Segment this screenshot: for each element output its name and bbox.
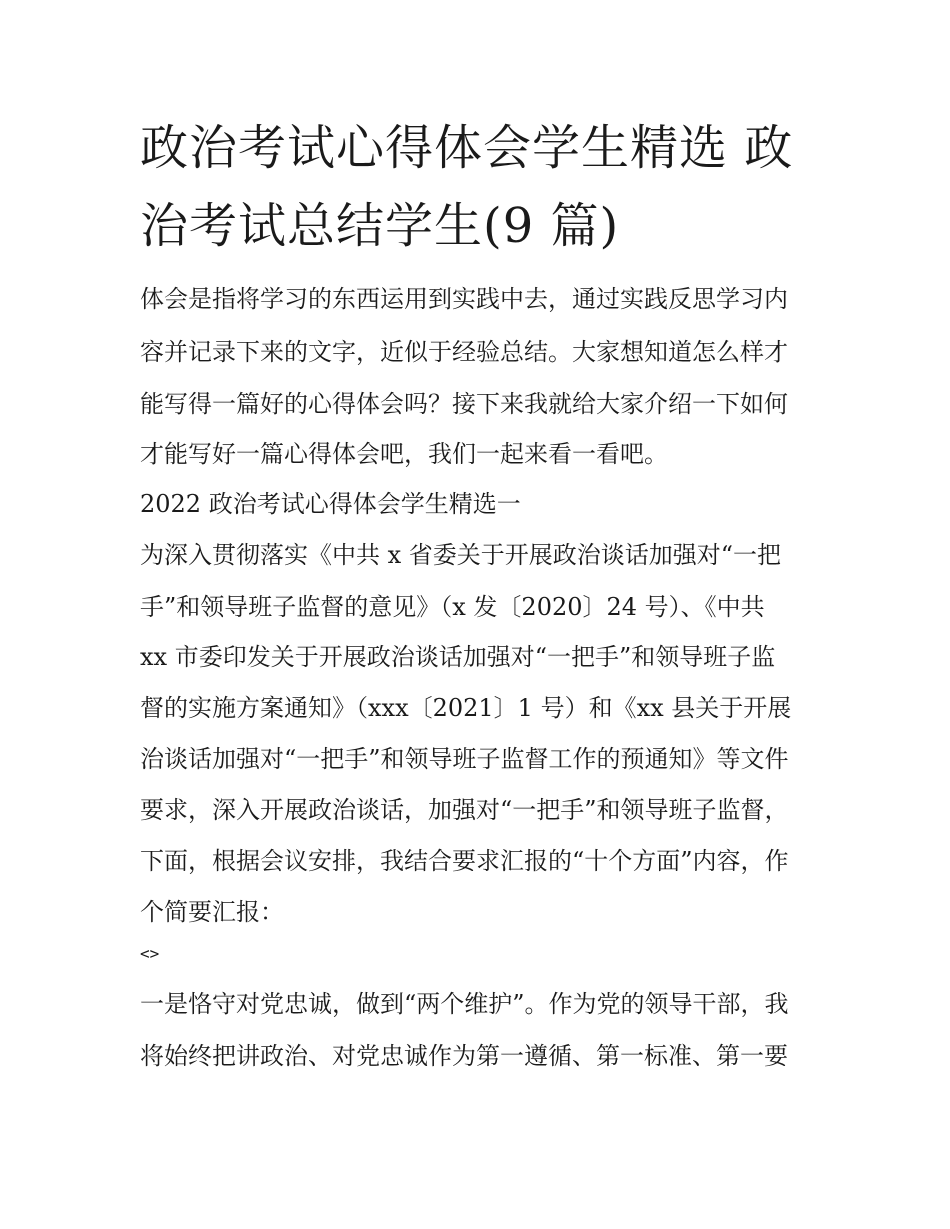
section-line-2: 手”和领导班子监督的意见》（x 发〔2020〕24 号）、《中共	[140, 593, 765, 621]
intro-line-1: 体会是指将学习的东西运用到实践中去，通过实践反思学习内	[140, 285, 788, 313]
section-heading: 2022 政治考试心得体会学生精选一	[140, 490, 521, 518]
closing-line-1: 一是恪守对党忠诚，做到“两个维护”。作为党的领导干部，我	[140, 990, 789, 1018]
section-line-8: 个简要汇报：	[140, 898, 284, 926]
section-line-3: xx 市委印发关于开展政治谈话加强对“一把手”和领导班子监	[140, 643, 776, 671]
section-line-1: 为深入贯彻落实《中共 x 省委关于开展政治谈话加强对“一把	[140, 541, 782, 569]
section-line-6: 要求，深入开展政治谈话，加强对“一把手”和领导班子监督，	[140, 796, 789, 824]
closing-line-2: 将始终把讲政治、对党忠诚作为第一遵循、第一标准、第一要	[140, 1042, 788, 1070]
section-line-7: 下面，根据会议安排，我结合要求汇报的“十个方面”内容，作	[140, 847, 789, 875]
intro-line-4: 才能写好一篇心得体会吧，我们一起来看一看吧。	[140, 440, 668, 468]
intro-line-2: 容并记录下来的文字，近似于经验总结。大家想知道怎么样才	[140, 338, 788, 366]
placeholder-marker: <>	[140, 944, 160, 963]
document-title-line-2: 治考试总结学生(9 篇)	[140, 198, 620, 254]
section-line-5: 治谈话加强对“一把手”和领导班子监督工作的预通知》等文件	[140, 745, 789, 773]
document-title-line-1: 政治考试心得体会学生精选 政	[140, 120, 794, 176]
section-line-4: 督的实施方案通知》（xxx〔2021〕1 号）和《xx 县关于开展	[140, 694, 792, 722]
intro-line-3: 能写得一篇好的心得体会吗？接下来我就给大家介绍一下如何	[140, 390, 788, 418]
